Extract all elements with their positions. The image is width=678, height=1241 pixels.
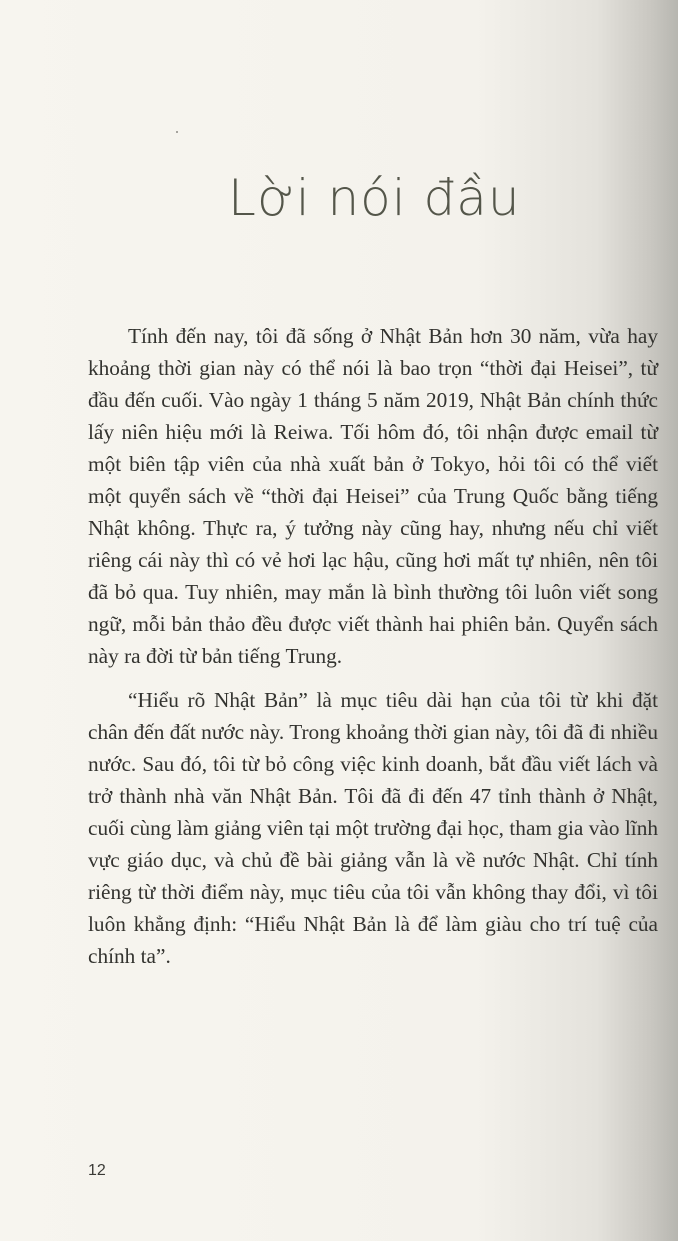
paragraph-2: “Hiểu rõ Nhật Bản” là mục tiêu dài hạn của tôi từ khi đặt chân đến đất nước này. Trong khoảng thời gian này, tôi đã đi nhiều nước. Sau đó, tôi từ bỏ công việc kinh doanh, bắt đầu viết lách và trở thành nhà văn Nhật Bản. Tôi đã đi đến 47 tỉnh thành ở Nhật, cuối cùng làm giảng viên tại một trường đại học, tham gia vào lĩnh vực giáo dục, và chủ đề bài giảng vẫn là về nước Nhật. Chỉ tính riêng từ thời điểm này, mục tiêu của tôi vẫn không thay đổi, vì tôi luôn khẳng định: “Hiểu Nhật Bản là để làm giàu cho trí tuệ của chính ta”. bbox=[88, 688, 658, 968]
chapter-title: Lời nói đầu bbox=[228, 169, 521, 227]
body-text bbox=[88, 320, 658, 972]
paragraph-1: Tính đến nay, tôi đã sống ở Nhật Bản hơn 30 năm, vừa hay khoảng thời gian này có thể nói là bao trọn “thời đại Heisei”, từ đầu đến cuối. Vào ngày 1 tháng 5 năm 2019, Nhật Bản chính thức lấy niên hiệu mới là Reiwa. Tối hôm đó, tôi nhận được email từ một biên tập viên của nhà xuất bản ở Tokyo, hỏi tôi có thể viết một quyển sách về “thời đại Heisei” của Trung Quốc bằng tiếng Nhật không. Thực ra, ý tưởng này cũng hay, nhưng nếu chỉ viết riêng cái này thì có vẻ hơi lạc hậu, cũng hơi mất tự nhiên, nên tôi đã bỏ qua. Tuy nhiên, may mắn là bình thường tôi luôn viết song ngữ, mỗi bản thảo đều được viết thành hai phiên bản. Quyển sách này ra đời từ bản tiếng Trung. bbox=[88, 324, 658, 668]
paper-speck bbox=[176, 131, 178, 133]
page-number: 12 bbox=[88, 1162, 106, 1179]
